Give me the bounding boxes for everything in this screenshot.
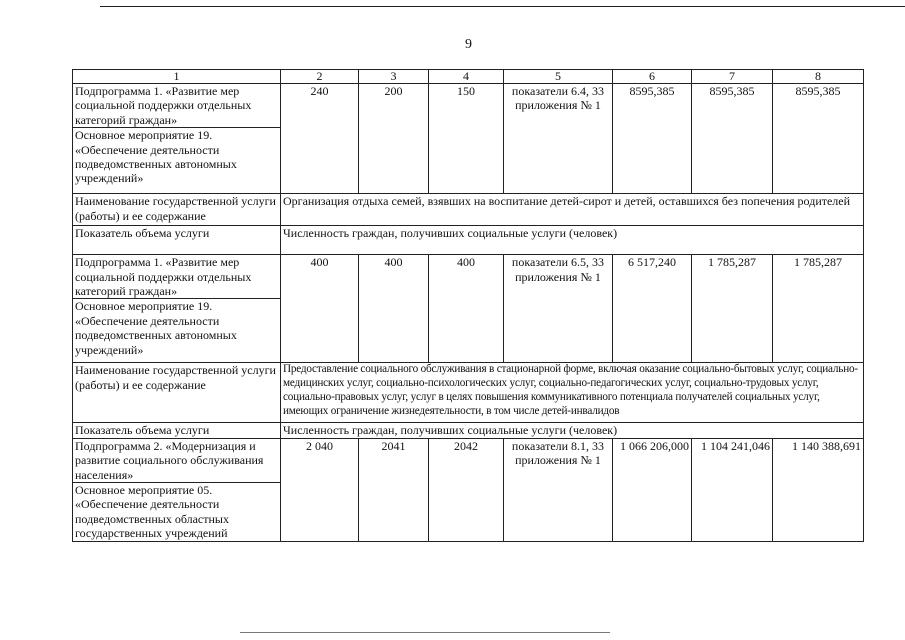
measure-cell: Основное мероприятие 05. «Обеспечение деятельности подведомственных областных государственных учреждений (73, 483, 281, 542)
column-header: 6 (613, 70, 692, 84)
indicator-ref-cell: показатели 6.5, 33 приложения № 1 (504, 255, 613, 363)
programs-table (72, 69, 864, 542)
value-cell: 1 785,287 (692, 255, 773, 363)
value-cell: 200 (359, 84, 429, 194)
value-cell: 2042 (429, 438, 504, 541)
measure-cell: Основное мероприятие 19. «Обеспечение деятельности подведомственных автономных учреждений» (73, 299, 281, 363)
indicator-label-cell: Показатель объема услуги (73, 226, 281, 255)
top-rule (100, 6, 905, 7)
value-cell: 6 517,240 (613, 255, 692, 363)
service-text-cell: Организация отдыха семей, взявших на воспитание детей-сирот и детей, оставшихся без попечения родителей (281, 194, 864, 226)
value-cell: 240 (281, 84, 359, 194)
value-cell: 2041 (359, 438, 429, 541)
column-header: 3 (359, 70, 429, 84)
indicator-label-cell: Показатель объема услуги (73, 423, 281, 438)
value-cell: 1 140 388,691 (773, 438, 864, 541)
value-cell: 150 (429, 84, 504, 194)
column-header: 4 (429, 70, 504, 84)
table-row (73, 438, 864, 482)
column-header: 7 (692, 70, 773, 84)
value-cell: 400 (281, 255, 359, 363)
table-row (73, 255, 864, 299)
value-cell: 1 066 206,000 (613, 438, 692, 541)
bottom-rule (240, 632, 610, 633)
service-text-cell: Предоставление социального обслуживания в стационарной форме, включая оказание социально-бытовых услуг, социально-медицинских услуг, социально-психологических услуг, социально-педагогических услуг, социально-трудовых услуг, социально-правовых услуг, услуг в целях повышения коммуникативного потенциала получателей социальных услуг, имеющих ограничение жизнедеятельности, в том числе детей-инвалидов (281, 363, 864, 423)
service-label-cell: Наименование государственной услуги (работы) и ее содержание (73, 194, 281, 226)
value-cell: 400 (359, 255, 429, 363)
table-row (73, 423, 864, 438)
measure-cell: Основное мероприятие 19. «Обеспечение деятельности подведомственных автономных учреждений» (73, 128, 281, 194)
service-label-cell: Наименование государственной услуги (работы) и ее содержание (73, 363, 281, 423)
subprogram-cell: Подпрограмма 1. «Развитие мер социальной поддержки отдельных категорий граждан» (73, 84, 281, 128)
table-row (73, 363, 864, 423)
table-row (73, 84, 864, 128)
column-header: 2 (281, 70, 359, 84)
column-header-row (73, 70, 864, 84)
value-cell: 400 (429, 255, 504, 363)
column-header: 1 (73, 70, 281, 84)
value-cell: 1 104 241,046 (692, 438, 773, 541)
indicator-text-cell: Численность граждан, получивших социальные услуги (человек) (281, 423, 864, 438)
table-row (73, 226, 864, 255)
subprogram-cell: Подпрограмма 1. «Развитие мер социальной поддержки отдельных категорий граждан» (73, 255, 281, 299)
value-cell: 8595,385 (692, 84, 773, 194)
table-row (73, 194, 864, 226)
value-cell: 8595,385 (773, 84, 864, 194)
value-cell: 8595,385 (613, 84, 692, 194)
page-number: 9 (465, 37, 472, 52)
indicator-text-cell: Численность граждан, получивших социальные услуги (человек) (281, 226, 864, 255)
column-header: 5 (504, 70, 613, 84)
value-cell: 1 785,287 (773, 255, 864, 363)
indicator-ref-cell: показатели 6.4, 33 приложения № 1 (504, 84, 613, 194)
column-header: 8 (773, 70, 864, 84)
value-cell: 2 040 (281, 438, 359, 541)
subprogram-cell: Подпрограмма 2. «Модернизация и развитие социального обслуживания населения» (73, 438, 281, 482)
indicator-ref-cell: показатели 8.1, 33 приложения № 1 (504, 438, 613, 541)
